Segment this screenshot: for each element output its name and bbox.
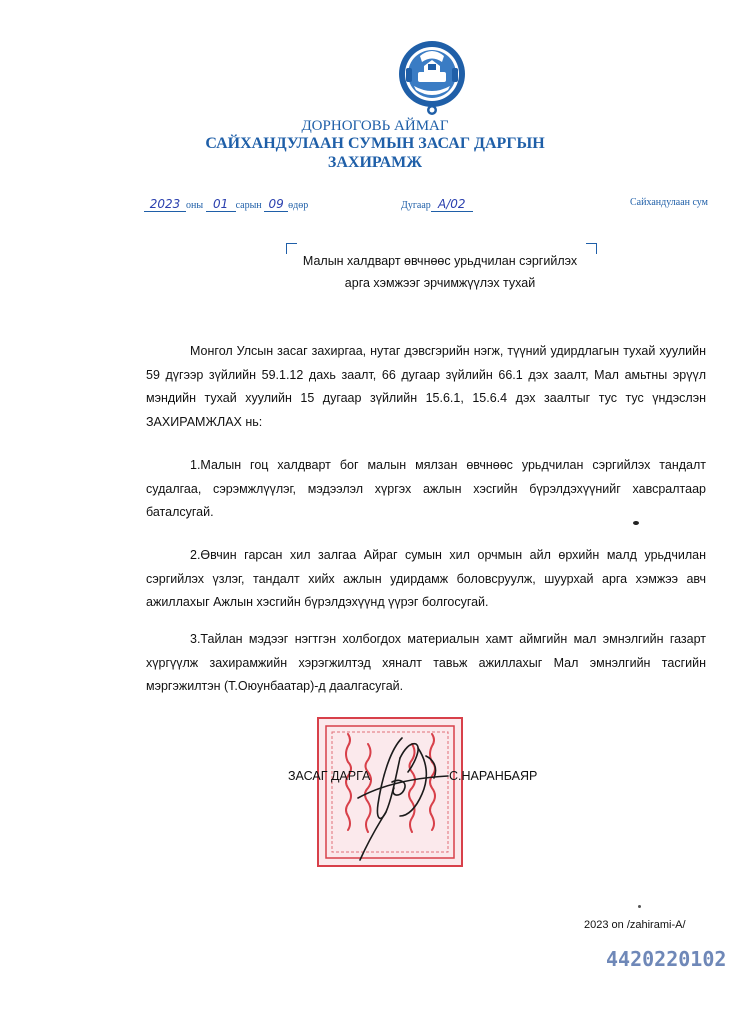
date-month-suffix: сарын [235,200,262,211]
number-label: Дугаар [401,200,431,211]
signatory-name: С.НАРАНБАЯР [449,769,538,783]
order-item-1: 1.Малын гоц халдварт бог малын мялзан өвчнөөс урьдчилан сэргийлэх тандалт судалгаа, сэрэмжлүүлэг, мэдээлэл хүргэх ажлын хэсгийн бүрэлдэхүүнийг хавсралтаар баталсугай. [146,458,706,519]
date-day: 09 [264,197,288,212]
organization-name: САЙХАНДУЛААН СУМЫН ЗАСАГ ДАРГЫН [205,135,545,152]
ink-speck [633,521,639,525]
preamble-paragraph: Монгол Улсын засаг захиргаа, нутаг дэвсгэрийн нэгж, түүний удирдлагын тухай хуулийн 59 дүгээр зүйлийн 59.1.12 дахь заалт, 66 дугаар зүйлийн 66.1 дэх заалт, Мал амьтны эрүүл мэндийн тухай хуулийн 15 дугаар зүйлийн 15.6.1, 15.6.4 дэх заалтыг тус тус үндэслэн ЗАХИРАМЖЛАХ нь: [146,344,706,429]
decree-title-line-2: арга хэмжээг эрчимжүүлэх тухай [344,276,536,290]
state-emblem-icon [394,38,470,116]
signatory-title: ЗАСАГ ДАРГА [288,769,371,783]
handwritten-signature [330,720,460,870]
decree-place: Сайхандулаан сум [630,197,708,208]
date-year-suffix: оны [186,200,204,211]
title-bracket-right [586,243,597,254]
aimag-name: ДОРНОГОВЬ АЙМАГ [301,118,449,134]
order-item-3: 3.Тайлан мэдээг нэгтгэн холбогдох материалын хамт аймгийн мал эмнэлгийн газарт хүргүүлж захирамжийн хэрэгжилтэд хяналт тавьж ажиллахыг Мал эмнэлгийн тасгийн мэргэжилтэн (Т.Оюунбаатар)-д даалгасугай. [146,632,706,693]
ink-speck [638,905,641,908]
decree-number [401,197,473,212]
date-year: 2023 [144,197,186,212]
decree-title-line-1: Малын халдварт өвчнөөс урьдчилан сэргийлэх [302,254,578,268]
title-bracket-left [286,243,297,254]
date-month: 01 [206,197,236,212]
decree-date [144,197,308,212]
number-value: А/02 [431,197,473,212]
registration-number: 4420220102 [606,947,727,971]
order-item-2: 2.Өвчин гарсан хил залгаа Айраг сумын хил орчмын айл өрхийн малд урьдчилан сэргийлэх үзлэг, тандалт хийх ажлын удирдамж боловсруулж, шуурхай арга хэмжээ авч ажиллахыг Ажлын хэсгийн бүрэлдэхүүнд үүрэг болгосугай. [146,548,706,609]
date-day-suffix: өдөр [288,200,309,211]
document-type: ЗАХИРАМЖ [327,154,423,171]
file-reference: 2023 on /zahirami-A/ [584,919,686,931]
